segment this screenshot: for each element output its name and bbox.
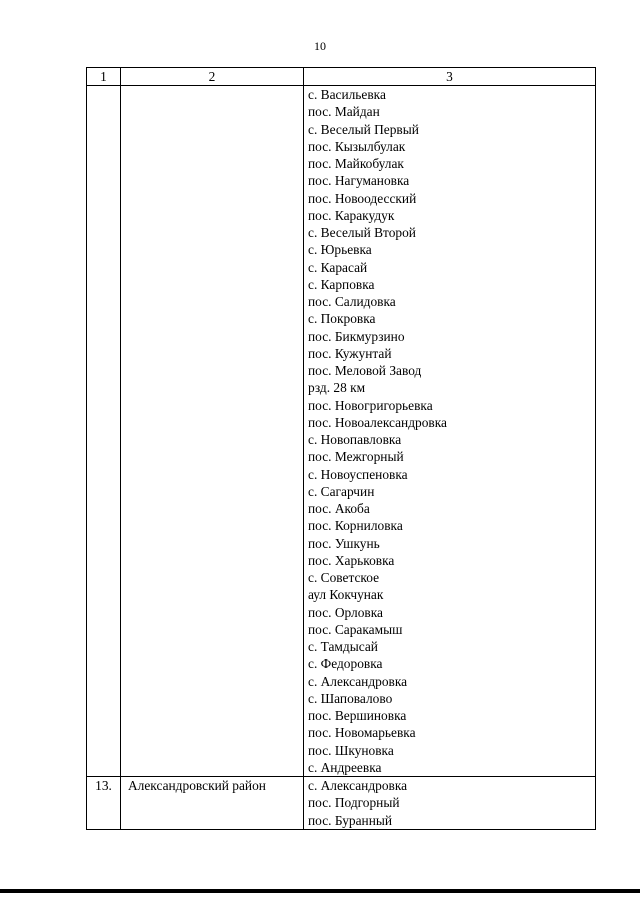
settlement-item: с. Тамдысай — [308, 639, 378, 654]
settlement-item: с. Александровка — [308, 673, 408, 689]
settlement-item: пос. Харьковка — [308, 552, 395, 568]
settlement-item: пос. Шкуновка — [308, 742, 394, 758]
settlement-item: с. Новоуспеновка — [308, 466, 408, 482]
header-col-1: 1 — [87, 68, 121, 86]
settlements-cell — [304, 777, 596, 830]
settlement-item: пос. Акоба — [308, 501, 370, 516]
settlements-table — [86, 67, 596, 830]
settlement-item: с. Сагарчин — [308, 483, 375, 499]
settlement-item: пос. Буранный — [308, 812, 393, 828]
settlement-item: пос. Корниловка — [308, 518, 403, 534]
settlement-item: с. Веселый Первый — [308, 121, 419, 137]
district-cell — [121, 86, 304, 777]
settlement-item: пос. Подгорный — [308, 795, 400, 811]
settlement-item: пос. Орловка — [308, 604, 383, 620]
settlement-item: пос. Салидовка — [308, 294, 396, 309]
settlement-item: пос. Новомарьевка — [308, 725, 416, 741]
settlement-item: с. Васильевка — [308, 87, 386, 102]
settlement-item: с. Покровка — [308, 311, 376, 327]
settlements-cell — [304, 86, 596, 777]
table-row — [87, 777, 596, 830]
district-cell: Александровский район — [121, 777, 304, 830]
row-number-cell — [87, 86, 121, 777]
settlement-item: с. Александровка — [308, 778, 408, 793]
settlement-item: с. Андреевка — [308, 759, 382, 775]
settlement-item: пос. Бикмурзино — [308, 328, 405, 344]
settlement-item: пос. Межгорный — [308, 449, 404, 465]
settlement-item: пос. Кызылбулак — [308, 138, 406, 154]
bottom-rule — [0, 889, 640, 893]
settlement-item: пос. Майкобулак — [308, 156, 404, 171]
settlement-item: рзд. 28 км — [308, 380, 366, 396]
settlement-item: пос. Каракудук — [308, 207, 395, 223]
settlement-item: пос. Нагумановка — [308, 173, 410, 189]
settlement-item: пос. Новоалександровка — [308, 414, 447, 430]
table-header-row — [87, 68, 596, 86]
settlement-item: с. Шаповалово — [308, 690, 393, 706]
settlement-item: с. Советское — [308, 570, 380, 585]
settlement-item: с. Федоровка — [308, 656, 383, 672]
settlement-item: пос. Саракамыш — [308, 621, 403, 637]
settlement-item: пос. Майдан — [308, 104, 380, 120]
header-col-3: 3 — [304, 68, 596, 86]
settlement-item: пос. Кужунтай — [308, 345, 392, 361]
settlement-item: пос. Ушкунь — [308, 535, 380, 551]
settlement-item: с. Новопавловка — [308, 432, 402, 447]
settlement-item: аул Кокчунак — [308, 587, 384, 603]
settlement-item: пос. Вершиновка — [308, 708, 407, 723]
table-row — [87, 86, 596, 777]
header-col-2: 2 — [121, 68, 304, 86]
settlement-item: с. Юрьевка — [308, 242, 372, 258]
row-number-cell: 13. — [87, 777, 121, 830]
settlement-item: с. Веселый Второй — [308, 225, 416, 240]
settlement-item: пос. Новогригорьевка — [308, 397, 433, 413]
settlement-item: пос. Новоодесский — [308, 190, 417, 206]
settlement-item: пос. Меловой Завод — [308, 363, 422, 378]
page-number: 10 — [314, 39, 326, 53]
settlement-item: с. Карасай — [308, 259, 368, 275]
settlement-item: с. Карповка — [308, 276, 375, 292]
